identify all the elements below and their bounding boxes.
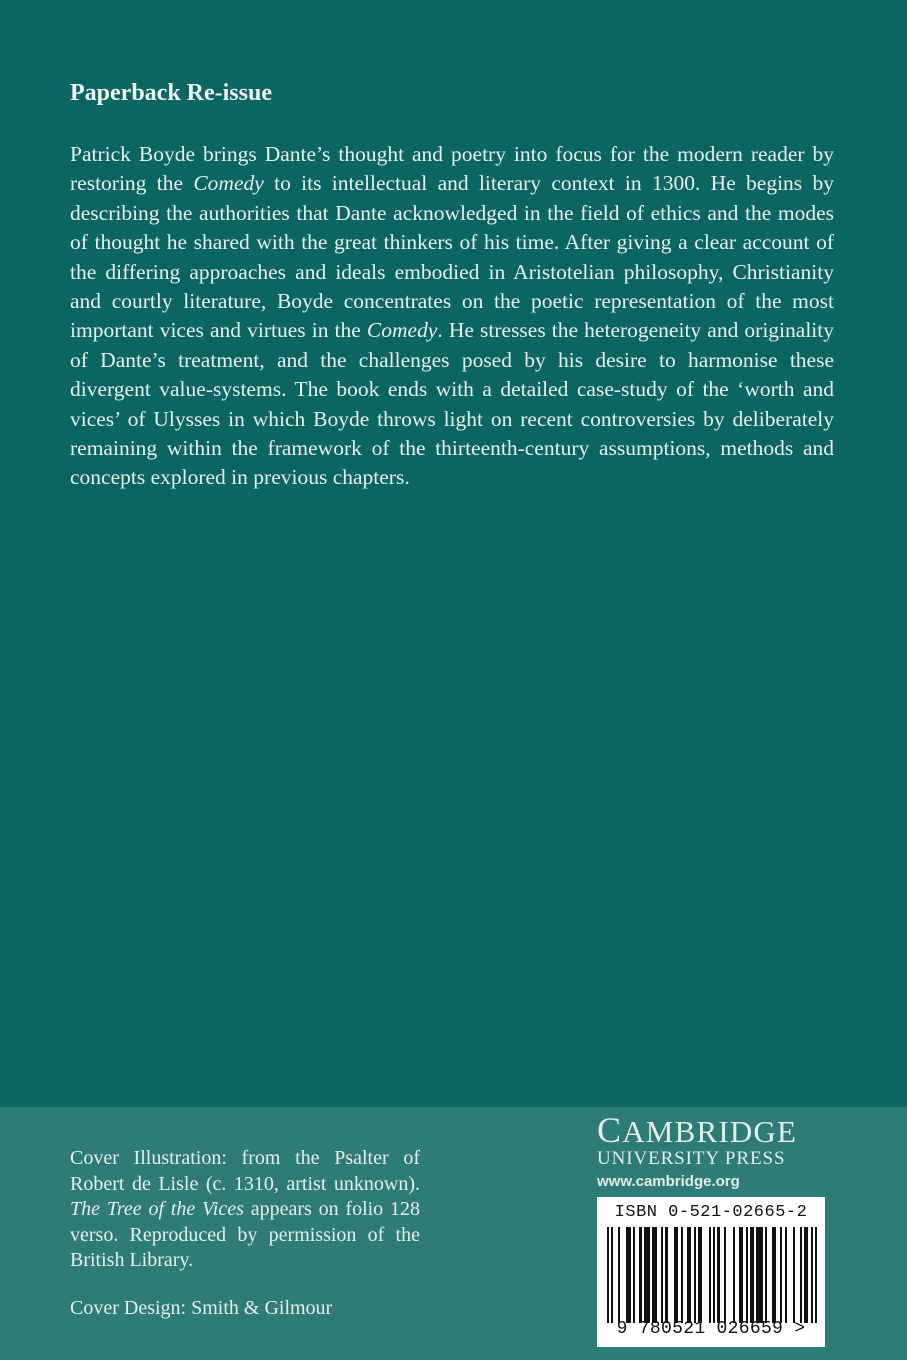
barcode-bar xyxy=(639,1227,641,1323)
barcode-bar xyxy=(724,1227,726,1323)
barcode-bar xyxy=(780,1227,782,1323)
barcode-bar xyxy=(756,1227,762,1323)
cover-illustration-credit xyxy=(70,1146,420,1274)
barcode-bar xyxy=(733,1227,735,1323)
barcode-bar xyxy=(644,1227,650,1323)
barcode-bar xyxy=(804,1227,808,1323)
publisher-name xyxy=(597,1112,827,1150)
publisher-initial: C xyxy=(597,1110,623,1150)
publisher-subtitle: UNIVERSITY PRESS xyxy=(597,1148,786,1169)
barcode-bar xyxy=(815,1227,817,1323)
credit-text-1: Cover Illustration: from the Psalter of Robert de Lisle (c. 1310, artist unknown). xyxy=(70,1147,420,1195)
blurb-text-1: Patrick Boyde brings Dante’s thought and poetry into focus for the modern reader by restoring the xyxy=(70,142,834,196)
cover-design-credit: Cover Design: Smith & Gilmour xyxy=(70,1297,333,1319)
isbn-text: ISBN 0-521-02665-2 xyxy=(614,1203,808,1222)
barcode-bar xyxy=(750,1227,754,1323)
barcode-bar xyxy=(772,1227,776,1323)
barcode-bar xyxy=(665,1227,667,1323)
barcode-bar xyxy=(785,1227,787,1323)
barcode-bar xyxy=(694,1227,696,1323)
barcode-bar xyxy=(713,1227,715,1323)
barcode-bar xyxy=(746,1227,748,1323)
barcode-bar xyxy=(618,1227,620,1323)
credit-artwork-title: The Tree of the Vices xyxy=(70,1198,244,1220)
barcode-bar xyxy=(611,1227,613,1323)
barcode-bar xyxy=(698,1227,702,1323)
blurb-text-3: . He stresses the heterogeneity and originality of Dante’s treatment, and the challenges posed by his desire to harmonise these divergent value-systems. The book ends with a detailed case-study of the ‘worth and vices’ of Ulysses in which Boyde throws light on recent controversies by deliberately remaining within the framework of the thirteenth-century assumptions, methods and concepts explored in previous chapters. xyxy=(70,318,834,490)
publisher-name-rest: AMBRIDGE xyxy=(622,1114,798,1149)
barcode-bar xyxy=(793,1227,795,1323)
barcode-bar xyxy=(607,1227,609,1323)
reissue-heading: Paperback Re-issue xyxy=(70,80,272,106)
barcode-bar xyxy=(811,1227,813,1323)
book-description xyxy=(70,140,834,493)
barcode-bar xyxy=(717,1227,719,1323)
publisher-logo xyxy=(597,1112,827,1190)
isbn-barcode xyxy=(597,1197,825,1347)
credit-text-2: appears on folio 128 verso. Reproduced by permission of the British Library. xyxy=(70,1198,420,1271)
barcode-bar xyxy=(765,1227,767,1323)
barcode-bar xyxy=(652,1227,656,1323)
barcode-bar xyxy=(687,1227,691,1323)
barcode-bar xyxy=(633,1227,635,1323)
barcode-bar xyxy=(674,1227,678,1323)
blurb-title-1: Comedy xyxy=(193,171,264,196)
barcode-bar xyxy=(739,1227,743,1323)
barcode-digits: 9 780521 026659 > xyxy=(616,1319,806,1339)
blurb-text-2: to its intellectual and literary context in 1300. He begins by describing the authorities that Dante acknowledged in the field of ethics and the modes of thought he shared with the great thinkers of his time. After giving a clear account of the differing approaches and ideals embodied in Aristotelian philosophy, Christianity and courtly literature, Boyde concentrates on the poetic representation of the most important vices and virtues in the xyxy=(70,171,834,343)
barcode-bar xyxy=(661,1227,663,1323)
barcode-bar xyxy=(681,1227,683,1323)
barcode-bars xyxy=(607,1227,817,1323)
blurb-title-2: Comedy xyxy=(366,318,438,343)
barcode-bar xyxy=(800,1227,802,1323)
barcode-bar xyxy=(626,1227,630,1323)
publisher-url: www.cambridge.org xyxy=(597,1173,740,1190)
barcode-bar xyxy=(709,1227,711,1323)
